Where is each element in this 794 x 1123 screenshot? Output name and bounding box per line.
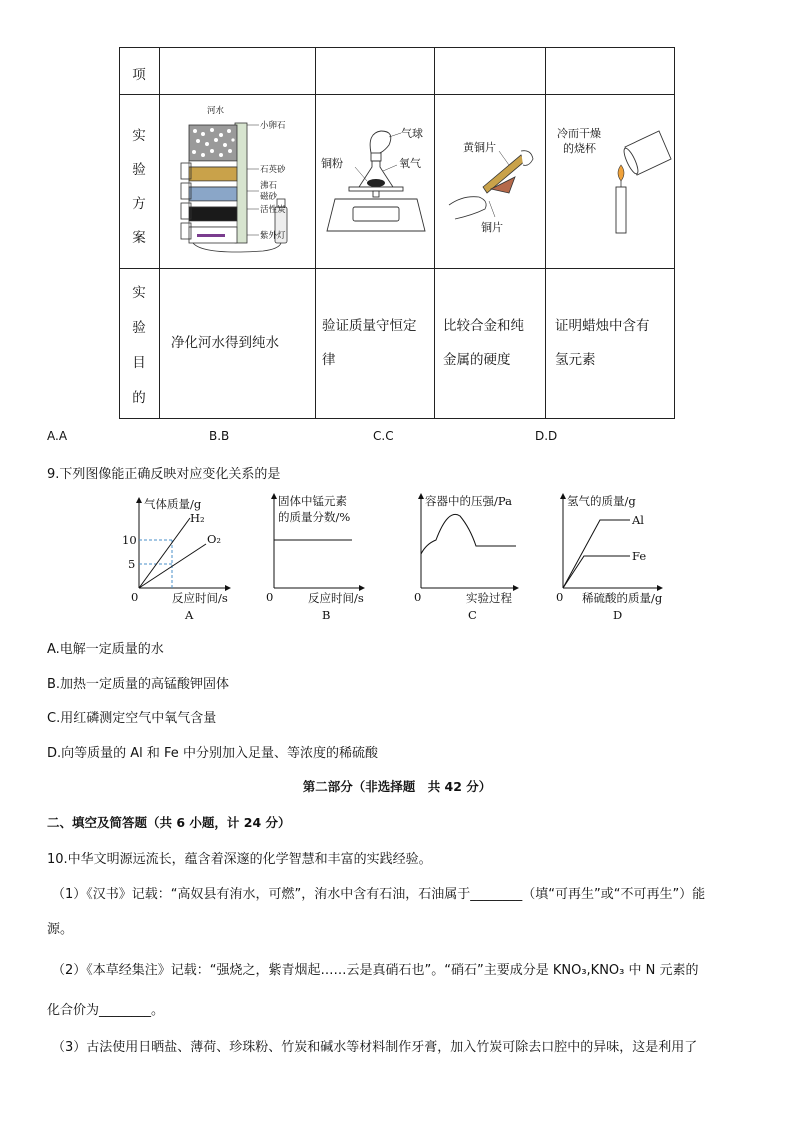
q8-option-c[interactable]: C.C: [373, 429, 394, 443]
label-quartz-sand: 石英砂: [260, 165, 286, 175]
q9-option-c[interactable]: C.用红磷测定空气中氧气含量: [47, 711, 217, 726]
graph-b: [266, 494, 364, 622]
candle-beaker-illustration: [551, 125, 673, 245]
svg-text:稀硫酸的质量/g: 稀硫酸的质量/g: [582, 591, 663, 605]
svg-text:A: A: [185, 608, 194, 622]
water-purifier-illustration: [163, 103, 313, 263]
q9-stem: 9.下列图像能正确反映对应变化关系的是: [47, 467, 281, 482]
svg-text:B: B: [322, 608, 331, 622]
label-zeolite: 沸石: [260, 181, 278, 191]
q9-option-d[interactable]: D.向等质量的 Al 和 Fe 中分别加入足量、等浓度的稀硫酸: [47, 746, 378, 761]
row-label-purpose: 实 验 目 的: [132, 285, 146, 406]
row-label-item: 项: [132, 67, 146, 83]
label-copper-powder: 铜粉: [321, 157, 343, 170]
graph-d: [556, 494, 663, 622]
label-beaker: 的烧杯: [563, 142, 596, 155]
q10-part2-line1: （2）《本草经集注》记载：“强烧之，紫青烟起……云是真硝石也”。“硝石”主要成分是 KNO₃,KNO₃ 中 N 元素的: [52, 963, 699, 978]
purpose-c: 比较合金和纯 金属的硬度: [443, 318, 524, 368]
svg-text:氢气的质量/g: 氢气的质量/g: [567, 494, 636, 508]
q10-part1-line2: 源。: [47, 922, 74, 937]
series-pressure-line: [421, 514, 516, 554]
svg-text:反应时间/s: 反应时间/s: [172, 591, 228, 605]
svg-text:0: 0: [131, 590, 139, 604]
graph-a: [122, 497, 228, 622]
svg-text:D: D: [613, 608, 623, 622]
label-uv-lamp: 紫外灯: [260, 231, 286, 241]
svg-text:实验过程: 实验过程: [466, 591, 512, 605]
svg-text:O₂: O₂: [207, 532, 222, 546]
label-cold-dry: 冷而干燥: [557, 127, 601, 140]
svg-text:0: 0: [266, 590, 274, 604]
q8-option-a[interactable]: A.A: [47, 429, 68, 443]
brass-scratch-illustration: [439, 129, 543, 239]
svg-text:的质量分数/%: 的质量分数/%: [278, 510, 351, 524]
q8-option-d[interactable]: D.D: [535, 429, 558, 443]
q9-option-a[interactable]: A.电解一定质量的水: [47, 642, 164, 657]
series-al-line: [563, 520, 630, 588]
svg-text:反应时间/s: 反应时间/s: [308, 591, 364, 605]
experiment-table: [119, 47, 675, 419]
svg-text:固体中锰元素: 固体中锰元素: [278, 494, 347, 508]
label-brass-sheet: 黄铜片: [463, 141, 496, 154]
label-magnetic-sand: 磁砂: [260, 192, 278, 202]
svg-text:容器中的压强/Pa: 容器中的压强/Pa: [425, 494, 512, 508]
q9-graphs: [110, 488, 700, 630]
label-activated-carbon: 活性炭: [260, 205, 286, 215]
q9-option-b[interactable]: B.加热一定质量的高锰酸钾固体: [47, 677, 230, 692]
label-copper-sheet: 铜片: [481, 221, 503, 234]
row-label-plan: 实 验 方 案: [132, 128, 146, 246]
q10-part1-line1: （1）《汉书》记载：“高奴县有洧水，可燃”，洧水中含有石油，石油属于________（填“可再生”或“不可再生”）能: [52, 887, 706, 902]
part2-title: 第二部分（非选择题 共 42 分）: [302, 779, 492, 794]
svg-text:H₂: H₂: [190, 511, 205, 525]
graph-c: [414, 494, 516, 622]
q8-option-b[interactable]: B.B: [209, 429, 230, 443]
label-pebbles: 小卵石: [260, 121, 286, 131]
label-river-water: 河水: [207, 106, 225, 116]
svg-text:Al: Al: [632, 513, 644, 527]
q10-part2-line2: 化合价为________。: [47, 1003, 165, 1018]
section2-title: 二、填空及简答题（共 6 小题，计 24 分）: [47, 815, 291, 830]
label-balloon: 气球: [401, 127, 423, 140]
label-oxygen: 氧气: [399, 157, 421, 170]
q10-stem: 10.中华文明源远流长，蕴含着深邃的化学智慧和丰富的实践经验。: [47, 852, 432, 867]
balance-flask-illustration: [319, 127, 431, 247]
series-fe-line: [563, 556, 630, 588]
series-h2-line: [139, 518, 190, 588]
svg-text:气体质量/g: 气体质量/g: [144, 497, 202, 511]
svg-text:5: 5: [128, 557, 136, 571]
svg-text:0: 0: [556, 590, 564, 604]
svg-text:10: 10: [122, 533, 137, 547]
svg-text:0: 0: [414, 590, 422, 604]
purpose-b: 验证质量守恒定 律: [322, 318, 417, 368]
purpose-a: 净化河水得到纯水: [171, 335, 279, 351]
q10-part3-line1: （3）古法使用日晒盐、薄荷、珍珠粉、竹炭和碱水等材料制作牙膏，加入竹炭可除去口腔中的异味，这是利用了: [52, 1040, 698, 1055]
svg-text:Fe: Fe: [632, 549, 647, 563]
purpose-d: 证明蜡烛中含有 氢元素: [555, 318, 650, 368]
svg-text:C: C: [468, 608, 477, 622]
